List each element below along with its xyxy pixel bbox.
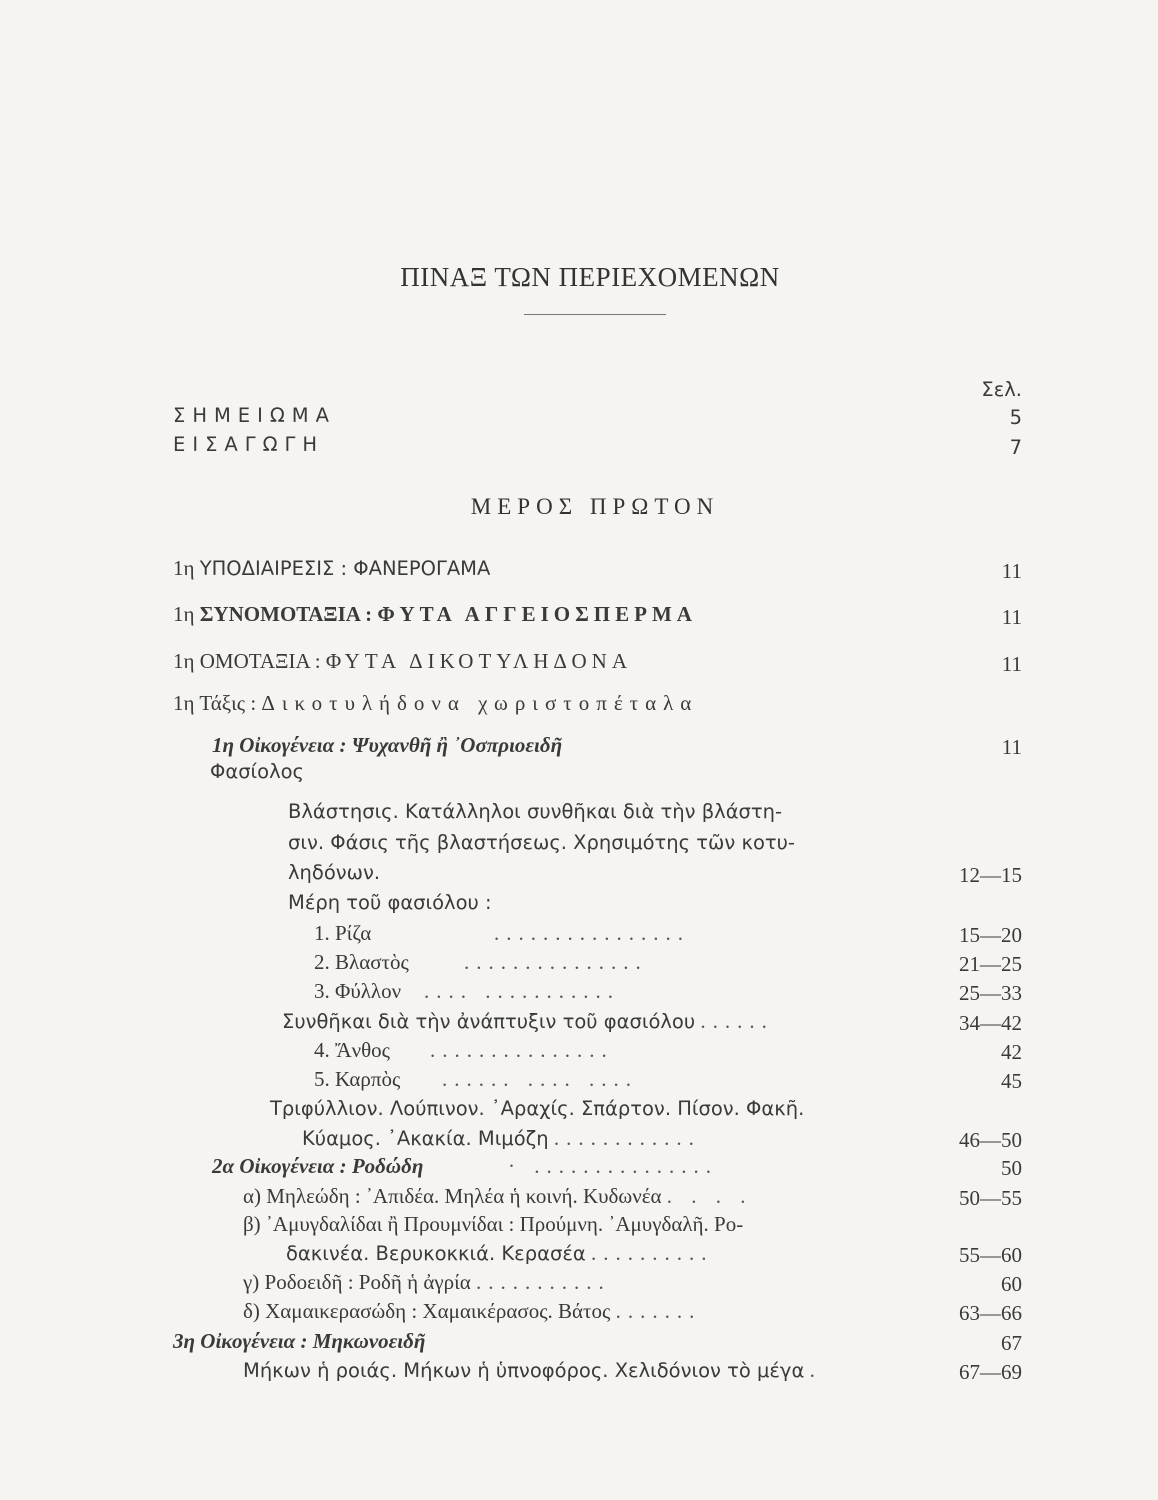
front-label-note: ΣΗΜΕΙΩΜΑ xyxy=(173,404,336,427)
class-entry xyxy=(173,648,632,674)
phylum-label: ΣΥΝΟΜΟΤΑΞΙΑ : xyxy=(199,602,373,626)
other-species-line: Τριφύλλιον. Λούπινον. ᾿Αραχίς. Σπάρτον. Πίσον. Φακῆ. xyxy=(270,1097,805,1120)
dot-leader: . . . . xyxy=(666,1184,753,1208)
dot-leader: ...... xyxy=(700,1009,774,1033)
germination-line: ληδόνων. xyxy=(288,861,381,884)
toc-item-leaf xyxy=(314,978,620,1004)
phylum-page: 11 xyxy=(1001,605,1022,629)
toc-item-stem xyxy=(314,949,648,975)
dot-leader: . xyxy=(809,1358,822,1382)
family2-entry-page: 55—60 xyxy=(959,1243,1022,1267)
family2-entry: δ) Χαμαικερασώδη : Χαμαικέρασος. Βάτος ....... xyxy=(243,1299,702,1323)
item-page: 34—42 xyxy=(959,1011,1022,1035)
family2-entry: γ) Ροδοειδῆ : Ροδῆ ἡ ἀγρία ........... xyxy=(243,1270,611,1294)
item-page: 21—25 xyxy=(959,952,1022,976)
toc-item-flower xyxy=(314,1037,614,1063)
dot-leader: ............ xyxy=(553,1126,701,1150)
item-page: 25—33 xyxy=(959,981,1022,1005)
order-prefix: 1η xyxy=(173,691,195,715)
item-text: 5. Καρπὸς xyxy=(314,1067,401,1091)
dot-leader: ................ xyxy=(494,921,690,945)
family1-genus: Φασίολος xyxy=(210,760,305,783)
subdivision-text: ΥΠΟΔΙΑΙΡΕΣΙΣ : ΦΑΝΕΡΟΓΑΜΑ xyxy=(199,557,491,580)
germination-pages: 12—15 xyxy=(959,863,1022,887)
family2-heading-line xyxy=(212,1153,718,1179)
family2-heading: 2α Οἰκογένεια : Ροδώδη xyxy=(212,1154,424,1178)
toc-item-conditions xyxy=(282,1008,774,1035)
germination-line: σιν. Φάσις τῆς βλαστήσεως. Χρησιμότης τῶν κοτυ- xyxy=(288,831,795,854)
phylum-prefix: 1η xyxy=(173,602,195,626)
front-page-intro: 7 xyxy=(1009,436,1022,459)
germination-line: Βλάστησις. Κατάλληλοι συνθῆκαι διὰ τὴν βλάστη- xyxy=(288,800,783,823)
class-page: 11 xyxy=(1001,652,1022,676)
other-species-line: Κύαμος. ᾿Ακακία. Μιμόζη ............ xyxy=(302,1126,701,1150)
front-label-intro: ΕΙΣΑΓΩΓΗ xyxy=(173,433,325,456)
class-text: ΦΥΤΑ ΔΙΚΟΤΥΛΗΔΟΝΑ xyxy=(325,649,633,673)
family2-entry: α) Μηλεώδη : ᾿Απιδέα. Μηλέα ἡ κοινή. Κυδωνέα . . . . xyxy=(243,1184,753,1208)
item-text: Συνθῆκαι διὰ τὴν ἀνάπτυξιν τοῦ φασιόλου xyxy=(282,1010,696,1033)
subdivision-entry xyxy=(173,555,490,582)
family3-heading: 3η Οἰκογένεια : Μηκωνοειδῆ xyxy=(173,1329,426,1353)
item-text: 3. Φύλλον xyxy=(314,979,402,1003)
family3-entry-page: 67—69 xyxy=(959,1360,1022,1384)
item-page: 15—20 xyxy=(959,923,1022,947)
title-rule xyxy=(524,314,666,315)
order-entry xyxy=(173,690,698,716)
family2-entry: β) ᾿Αμυγδαλίδαι ἢ Προυμνίδαι : Προύμνη. ᾿Αμυγδαλῆ. Ρο- xyxy=(243,1212,744,1236)
family2-entry-cont: δακινέα. Βερυκοκκιά. Κερασέα .......... xyxy=(286,1241,714,1265)
toc-item-root xyxy=(314,920,690,946)
other-species-pages: 46—50 xyxy=(959,1128,1022,1152)
phylum-text: ΦΥΤΑ ΑΓΓΕΙΟΣΠΕΡΜΑ xyxy=(377,602,697,626)
class-label: ΟΜΟΤΑΞΙΑ : xyxy=(199,649,321,673)
item-text: 1. Ρίζα xyxy=(314,921,372,945)
family3-entry: Μήκων ἡ ροιάς. Μήκων ἡ ὑπνοφόρος. Χελιδόνιον τὸ μέγα . xyxy=(243,1358,822,1382)
front-page-note: 5 xyxy=(1009,406,1022,429)
subdivision-prefix: 1η xyxy=(173,556,195,580)
order-text: Δικοτυλήδονα χωριστοπέταλα xyxy=(261,691,699,715)
item-text: 2. Βλαστὸς xyxy=(314,950,409,974)
family2-entry-page: 60 xyxy=(1001,1272,1022,1296)
dot-leader: ........... xyxy=(475,1270,611,1294)
dot-leader: ...... .... .... xyxy=(442,1067,638,1091)
item-page: 45 xyxy=(1001,1069,1022,1093)
family1-page: 11 xyxy=(1001,735,1022,759)
dot-leader: .......... xyxy=(590,1241,714,1265)
dot-leader: ............... xyxy=(464,950,648,974)
family2-page: 50 xyxy=(1001,1156,1022,1180)
toc-item-fruit xyxy=(314,1066,638,1092)
item-text: 4. Ἄνθος xyxy=(314,1038,390,1062)
class-prefix: 1η xyxy=(173,649,195,673)
family2-entry-page: 50—55 xyxy=(959,1186,1022,1210)
dot-leader: .... ........... xyxy=(424,979,620,1003)
order-label: Τάξις : xyxy=(199,691,257,715)
phylum-entry xyxy=(173,601,697,627)
parts-heading: Μέρη τοῦ φασιόλου : xyxy=(288,891,492,914)
item-page: 42 xyxy=(1001,1040,1022,1064)
family2-entry-page: 63—66 xyxy=(959,1301,1022,1325)
page-title: ΠΙΝΑΞ ΤΩΝ ΠΕΡΙΕΧΟΜΕΝΩΝ xyxy=(400,262,780,292)
family3-page: 67 xyxy=(1001,1331,1022,1355)
subdivision-page: 11 xyxy=(1001,559,1022,583)
part-heading: ΜΕΡΟΣ ΠΡΩΤΟΝ xyxy=(470,494,720,519)
page-column-label: Σελ. xyxy=(981,378,1022,401)
family1-heading: 1η Οἰκογένεια : Ψυχανθῆ ἢ ᾿Οσπριοειδῆ xyxy=(212,733,563,757)
dot-leader: ............... xyxy=(430,1038,614,1062)
dot-leader: · ............... xyxy=(508,1154,718,1178)
dot-leader: ....... xyxy=(615,1299,702,1323)
